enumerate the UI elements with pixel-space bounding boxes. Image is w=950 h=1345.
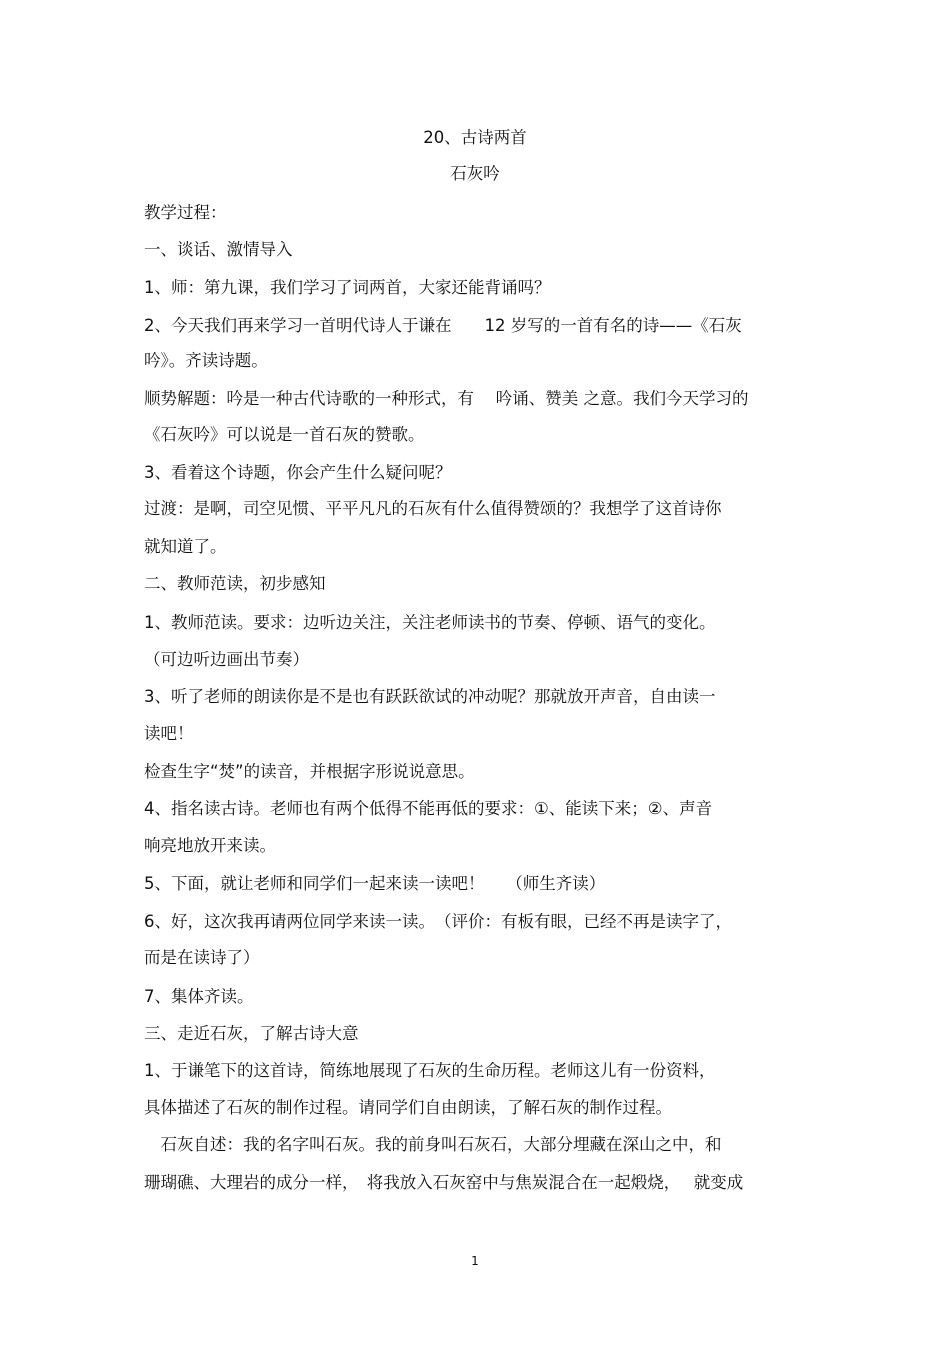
text-line: 6、好，这次我再请两位同学来读一读。 （评价：有板有眼，已经不再是读字了， xyxy=(144,912,732,931)
text-line: 2、今天我们再来学习一首明代诗人于谦在 12 岁写的一首有名的诗——《石灰 xyxy=(144,316,742,335)
text-line: 1、教师范读。要求：边听边关注，关注老师读书的节奏、停顿、语气的变化。 xyxy=(144,613,716,632)
text-line: 检查生字“焚”的读音，并根据字形说说意思。 xyxy=(144,762,475,781)
text-line: 响亮地放开来读。 xyxy=(144,836,276,855)
text-line: 具体描述了石灰的制作过程。请同学们自由朗读，了解石灰的制作过程。 xyxy=(144,1098,672,1117)
text-line: 而是在读诗了） xyxy=(144,948,260,967)
document-subtitle: 石灰吟 xyxy=(450,164,500,183)
text-line: 顺势解题：吟是一种古代诗歌的一种形式，有 吟诵、赞美 之意。我们今天学习的 xyxy=(144,389,749,408)
text-line: 1、师：第九课，我们学习了词两首，大家还能背诵吗？ xyxy=(144,278,551,297)
text-line: 石灰自述：我的名字叫石灰。我的前身叫石灰石，大部分埋藏在深山之中，和 xyxy=(144,1135,722,1154)
text-line: 5、下面，就让老师和同学们一起来读一读吧！ （师生齐读） xyxy=(144,874,606,893)
text-line: 珊瑚礁、大理岩的成分一样， 将我放入石灰窑中与焦炭混合在一起煅烧， 就变成 xyxy=(144,1173,744,1192)
text-line: 吟》。齐读诗题。 xyxy=(144,351,268,370)
text-line: 教学过程： xyxy=(144,203,227,222)
text-line: 1、于谦笔下的这首诗，简练地展现了石灰的生命历程。老师这儿有一份资料， xyxy=(144,1061,716,1080)
page-number: 1 xyxy=(471,1254,479,1268)
section-heading: 一、谈话、激情导入 xyxy=(144,240,293,259)
text-line: 读吧！ xyxy=(144,724,194,743)
text-line: 过渡：是啊，司空见惯、平平凡凡的石灰有什么值得赞颂的？我想学了这首诗你 xyxy=(144,499,722,518)
text-line: 《石灰吟》可以说是一首石灰的赞歌。 xyxy=(144,425,425,444)
section-heading: 三、走近石灰，了解古诗大意 xyxy=(144,1024,359,1043)
document-title: 20、古诗两首 xyxy=(423,128,527,147)
text-line: 就知道了。 xyxy=(144,537,227,556)
text-line: 4、指名读古诗。老师也有两个低得不能再低的要求：①、能读下来；②、声音 xyxy=(144,799,713,818)
text-line: 3、听了老师的朗读你是不是也有跃跃欲试的冲动呢？那就放开声音，自由读一 xyxy=(144,687,716,706)
section-heading: 二、教师范读，初步感知 xyxy=(144,574,326,593)
text-line: （可边听边画出节奏） xyxy=(144,650,309,669)
text-line: 7、集体齐读。 xyxy=(144,987,254,1006)
text-line: 3、看着这个诗题，你会产生什么疑问呢？ xyxy=(144,463,452,482)
